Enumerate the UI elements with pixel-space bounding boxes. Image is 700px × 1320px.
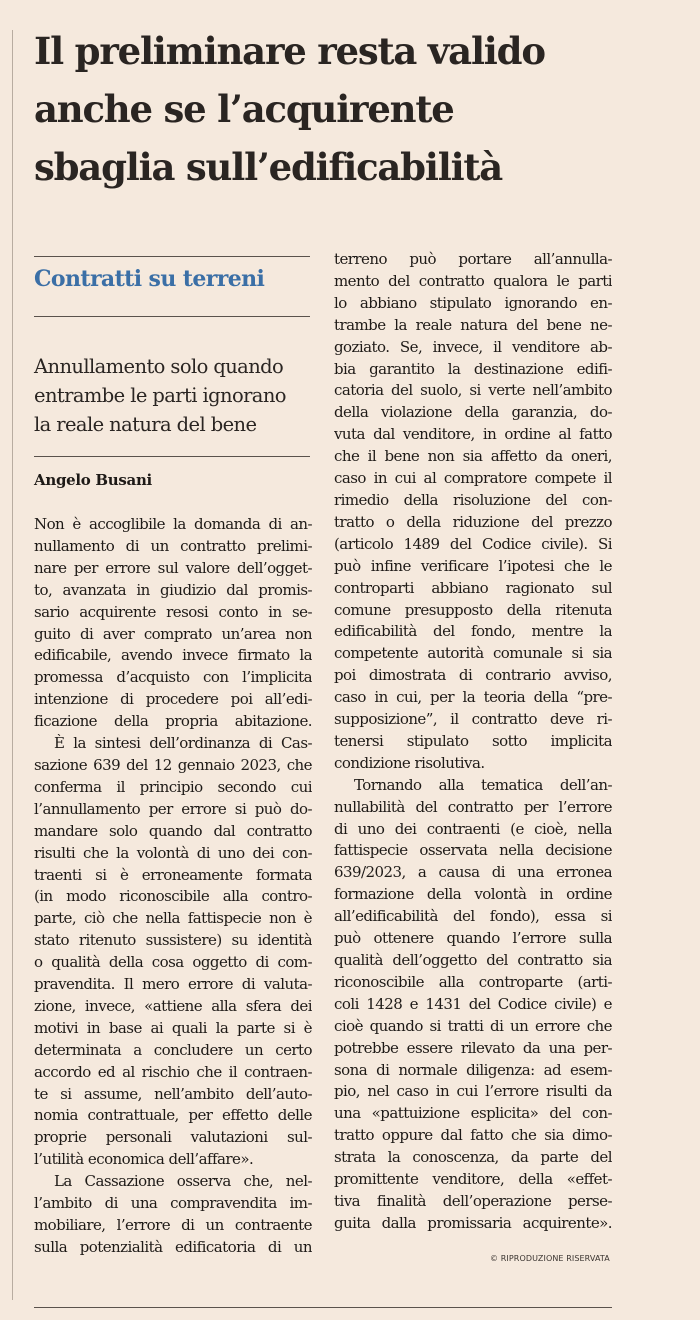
body-text-line: nullamento di un contratto prelimi- bbox=[34, 536, 312, 555]
body-text-line: promessa d’acquisto con l’implicita bbox=[34, 668, 312, 687]
subheadline-line: entrambe le parti ignorano bbox=[34, 384, 286, 407]
body-text-line: guito di aver comprato un’area non bbox=[34, 624, 312, 643]
body-text-line: intenzione di procedere poi all’edi- bbox=[34, 690, 312, 709]
body-text-line: sona di normale diligenza: ad esem- bbox=[334, 1060, 612, 1079]
body-text-line: l’ambito di una compravendita im- bbox=[34, 1194, 312, 1213]
body-text-line: una «pattuizione esplicita» del con- bbox=[334, 1104, 612, 1123]
body-text-line: ficazione della propria abitazione. bbox=[34, 712, 312, 731]
subheadline bbox=[34, 352, 314, 439]
body-text-line: pravendita. Il mero errore di valuta- bbox=[34, 975, 312, 994]
body-text-line: bia garantito la destinazione edifi- bbox=[334, 359, 612, 378]
body-text-line: pio, nel caso in cui l’errore risulti da bbox=[334, 1082, 612, 1101]
body-text-line: vuta dal venditore, in ordine al fatto bbox=[334, 425, 612, 444]
body-text-line: La Cassazione osserva che, nel- bbox=[54, 1172, 312, 1191]
body-text-line: all’edificabilità del fondo), essa si bbox=[334, 907, 612, 926]
body-text-line: traenti si è erroneamente formata bbox=[34, 865, 312, 884]
body-text-line: comune presupposto della ritenuta bbox=[334, 600, 612, 619]
body-text-line: potrebbe essere rilevato da una per- bbox=[334, 1038, 612, 1057]
body-text-line: tiva finalità dell’operazione perse- bbox=[334, 1191, 612, 1210]
body-text-line: mobiliare, l’errore di un contraente bbox=[34, 1216, 312, 1234]
body-text-line: di uno dei contraenti (e cioè, nella bbox=[334, 819, 612, 838]
body-text-line: È la sintesi dell’ordinanza di Cas- bbox=[54, 734, 312, 753]
body-text-line: caso in cui al compratore compete il bbox=[334, 469, 612, 488]
body-column-left bbox=[34, 514, 312, 1259]
body-text-line: Non è accoglibile la domanda di an- bbox=[34, 515, 312, 533]
body-text-line: (in modo riconoscibile alla contro- bbox=[34, 887, 312, 906]
body-text-line: goziato. Se, invece, il venditore ab- bbox=[334, 337, 612, 356]
body-text-line: stato ritenuto sussistere) su identità bbox=[34, 931, 312, 950]
body-text-line: competente autorità comunale si sia bbox=[334, 644, 612, 663]
left-margin-rule bbox=[12, 30, 13, 1300]
body-text-line: può infine verificare l’ipotesi che le bbox=[334, 556, 612, 575]
body-column-right bbox=[334, 249, 612, 1235]
body-text-line: l’annullamento per errore si può do- bbox=[34, 799, 312, 818]
headline-line: Il preliminare resta valido bbox=[34, 29, 545, 73]
bottom-rule bbox=[34, 1307, 612, 1308]
subheadline-line: Annullamento solo quando bbox=[34, 355, 284, 378]
subheadline-line: la reale natura del bene bbox=[34, 413, 257, 436]
body-text-line: della violazione della garanzia, do- bbox=[334, 403, 612, 422]
body-text-line: rimedio della risoluzione del con- bbox=[334, 490, 612, 509]
author-byline: Angelo Busani bbox=[34, 471, 152, 489]
section-kicker: Contratti su terreni bbox=[34, 266, 265, 292]
body-text-line: caso in cui, per la teoria della “pre- bbox=[334, 688, 612, 707]
body-text-line: conferma il principio secondo cui bbox=[34, 777, 312, 796]
headline-line: anche se l’acquirente bbox=[34, 87, 454, 131]
body-text-line: o qualità della cosa oggetto di com- bbox=[34, 953, 312, 972]
body-text-line: zione, invece, «attiene alla sfera dei bbox=[34, 996, 312, 1015]
body-text-line: terreno può portare all’annulla- bbox=[334, 250, 612, 268]
body-text-line: sazione 639 del 12 gennaio 2023, che bbox=[34, 755, 312, 774]
body-text-line: mandare solo quando dal contratto bbox=[34, 821, 312, 840]
headline-line: sbaglia sull’edificabilità bbox=[34, 145, 503, 189]
body-text-line: può ottenere quando l’errore sulla bbox=[334, 929, 612, 948]
body-text-line: catoria del suolo, si verte nell’ambito bbox=[334, 381, 612, 400]
body-text-line: edificabilità del fondo, mentre la bbox=[334, 622, 612, 641]
body-text-line: fattispecie osservata nella decisione bbox=[334, 841, 612, 860]
body-text-line: poi dimostrata di contrario avviso, bbox=[334, 666, 612, 685]
body-text-line: motivi in base ai quali la parte si è bbox=[34, 1018, 312, 1037]
body-text-line: to, avanzata in giudizio dal promis- bbox=[34, 580, 312, 599]
body-text-line: nullabilità del contratto per l’errore bbox=[334, 797, 612, 816]
body-text-line: accordo ed al rischio che il contraen- bbox=[34, 1062, 312, 1081]
body-text-line: riconoscibile alla controparte (arti- bbox=[334, 972, 612, 991]
body-text-line: (articolo 1489 del Codice civile). Si bbox=[334, 534, 612, 553]
byline-top-rule bbox=[34, 456, 310, 457]
body-text-line: qualità dell’oggetto del contratto sia bbox=[334, 951, 612, 969]
body-text-line: mento del contratto qualora le parti bbox=[334, 271, 612, 290]
body-text-line: parte, ciò che nella fattispecie non è bbox=[34, 909, 312, 928]
body-text-line: lo abbiano stipulato ignorando en- bbox=[334, 293, 612, 312]
body-text-line: coli 1428 e 1431 del Codice civile) e bbox=[334, 994, 612, 1013]
body-text-line: controparti abbiano ragionato sul bbox=[334, 578, 612, 597]
body-text-line: edificabile, avendo invece firmato la bbox=[34, 646, 312, 665]
body-text-line: che il bene non sia affetto da oneri, bbox=[334, 447, 612, 466]
headline bbox=[34, 22, 684, 196]
body-text-line: strata la conoscenza, da parte del bbox=[334, 1148, 612, 1167]
body-text-line: trambe la reale natura del bene ne- bbox=[334, 315, 612, 334]
body-text-line: tratto o della riduzione del prezzo bbox=[334, 512, 612, 531]
body-text-line: proprie personali valutazioni sul- bbox=[34, 1128, 312, 1147]
body-text-line: risulti che la volontà di uno dei con- bbox=[34, 843, 312, 862]
body-text-line: Tornando alla tematica dell’an- bbox=[354, 775, 612, 794]
body-text-line: condizione risolutiva. bbox=[334, 753, 485, 772]
body-text-line: nare per errore sul valore dell’ogget- bbox=[34, 558, 312, 577]
body-text-line: promittente venditore, della «effet- bbox=[334, 1170, 612, 1189]
body-text-line: tenersi stipulato sotto implicita bbox=[334, 731, 612, 750]
kicker-top-rule bbox=[34, 256, 310, 257]
body-text-line: cioè quando si tratti di un errore che bbox=[334, 1016, 612, 1035]
body-text-line: nomia contrattuale, per effetto delle bbox=[34, 1106, 312, 1125]
body-text-line: guita dalla promissaria acquirente». bbox=[334, 1213, 612, 1232]
body-text-line: tratto oppure dal fatto che sia dimo- bbox=[334, 1126, 612, 1145]
body-text-line: formazione della volontà in ordine bbox=[334, 885, 612, 904]
body-text-line: sario acquirente resosi conto in se- bbox=[34, 602, 312, 621]
body-text-line: te si assume, nell’ambito dell’auto- bbox=[34, 1084, 312, 1103]
body-text-line: sulla potenzialità edificatoria di un bbox=[34, 1237, 312, 1256]
copyright-notice: © RIPRODUZIONE RISERVATA bbox=[490, 1254, 610, 1263]
body-text-line: determinata a concludere un certo bbox=[34, 1040, 312, 1059]
body-text-line: 639/2023, a causa di una erronea bbox=[334, 863, 612, 882]
body-text-line: l’utilità economica dell’affare». bbox=[34, 1150, 254, 1169]
body-text-line: supposizione”, il contratto deve ri- bbox=[334, 710, 612, 729]
kicker-bottom-rule bbox=[34, 316, 310, 317]
